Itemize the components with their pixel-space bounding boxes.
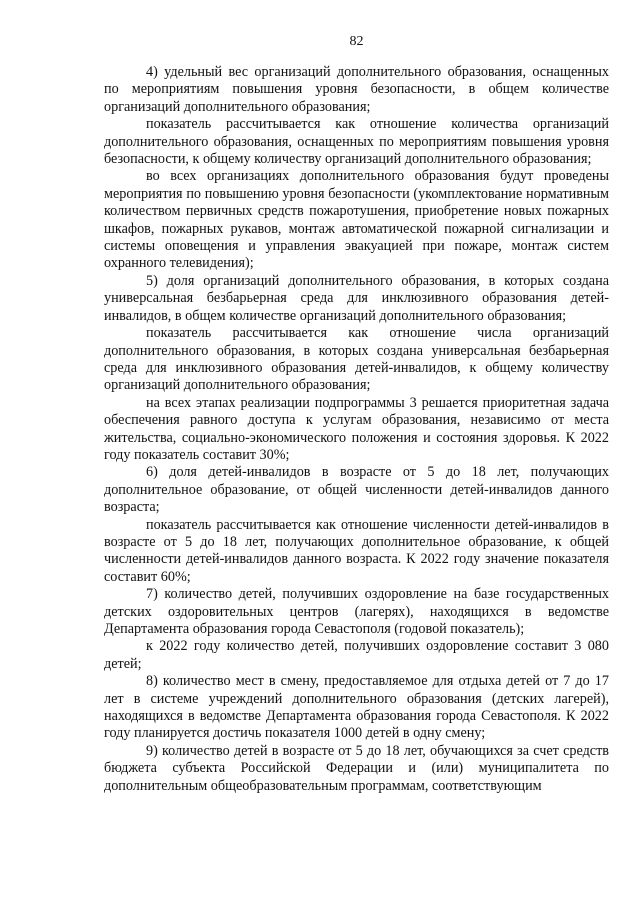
paragraph-item-4: 4) удельный вес организаций дополнительного образования, оснащенных по мероприятиям повышения уровня безопасности, в общем количестве организаций дополнительного образования; — [104, 64, 609, 115]
paragraph-item-8: 8) количество мест в смену, предоставляемое для отдыха детей от 7 до 17 лет в системе учреждений дополнительного образования (детских лагерей), находящихся в ведомстве Департамента образования города Севастополя. К 2022 году планируется достичь показателя 1000 детей в одну смену; — [104, 673, 609, 742]
paragraph-item-5-target: на всех этапах реализации подпрограммы 3 решается приоритетная задача обеспечения равного доступа к услугам образования, независимо от места жительства, социально-экономического положения и состояния здоровья. К 2022 году показатель составит 30%; — [104, 394, 609, 463]
paragraph-item-9: 9) количество детей в возрасте от 5 до 18 лет, обучающихся за счет средств бюджета субъекта Российской Федерации и (или) муниципалитета по дополнительным общеобразовательным программам, соответствующим — [104, 742, 609, 794]
paragraph-item-7-target: к 2022 году количество детей, получивших оздоровление составит 3 080 детей; — [104, 638, 609, 672]
paragraph-item-4-measures: во всех организациях дополнительного образования будут проведены мероприятия по повышению уровня безопасности (укомплектование нормативным количеством первичных средств пожаротушения, приобретение новых пожарных шкафов, пожарных рукавов, монтаж автоматической пожарной сигнализации и системы оповещения и управления эвакуацией при пожаре, монтаж систем охранного телевидения); — [104, 168, 609, 272]
paragraph-item-7: 7) количество детей, получивших оздоровление на базе государственных детских оздоровительных центров (лагерях), находящихся в ведомстве Департамента образования города Севастополя (годовой показатель); — [104, 586, 609, 637]
paragraph-item-4-formula: показатель рассчитывается как отношение количества организаций дополнительного образования, оснащенных по мероприятиям повышения уровня безопасности, к общему количеству организаций дополнительного образования; — [104, 116, 609, 168]
paragraph-item-6-formula: показатель рассчитывается как отношение численности детей-инвалидов в возрасте от 5 до 18 лет, получающих дополнительное образование, к общей численности детей-инвалидов данного возраста. К 2022 году значение показателя составит 60%; — [104, 516, 609, 585]
paragraph-item-5-formula: показатель рассчитывается как отношение числа организаций дополнительного образования, в которых создана универсальная безбарьерная среда для инклюзивного образования детей-инвалидов, к общему количеству организаций дополнительного образования; — [104, 325, 609, 394]
paragraph-item-5: 5) доля организаций дополнительного образования, в которых создана универсальная безбарьерная среда для инклюзивного образования детей-инвалидов, в общем количестве организаций дополнительного образования; — [104, 272, 609, 324]
page-number: 82 — [349, 34, 364, 49]
paragraph-item-6: 6) доля детей-инвалидов в возрасте от 5 до 18 лет, получающих дополнительное образование, от общей численности детей-инвалидов данного возраста; — [104, 464, 609, 516]
body-text — [104, 64, 609, 795]
